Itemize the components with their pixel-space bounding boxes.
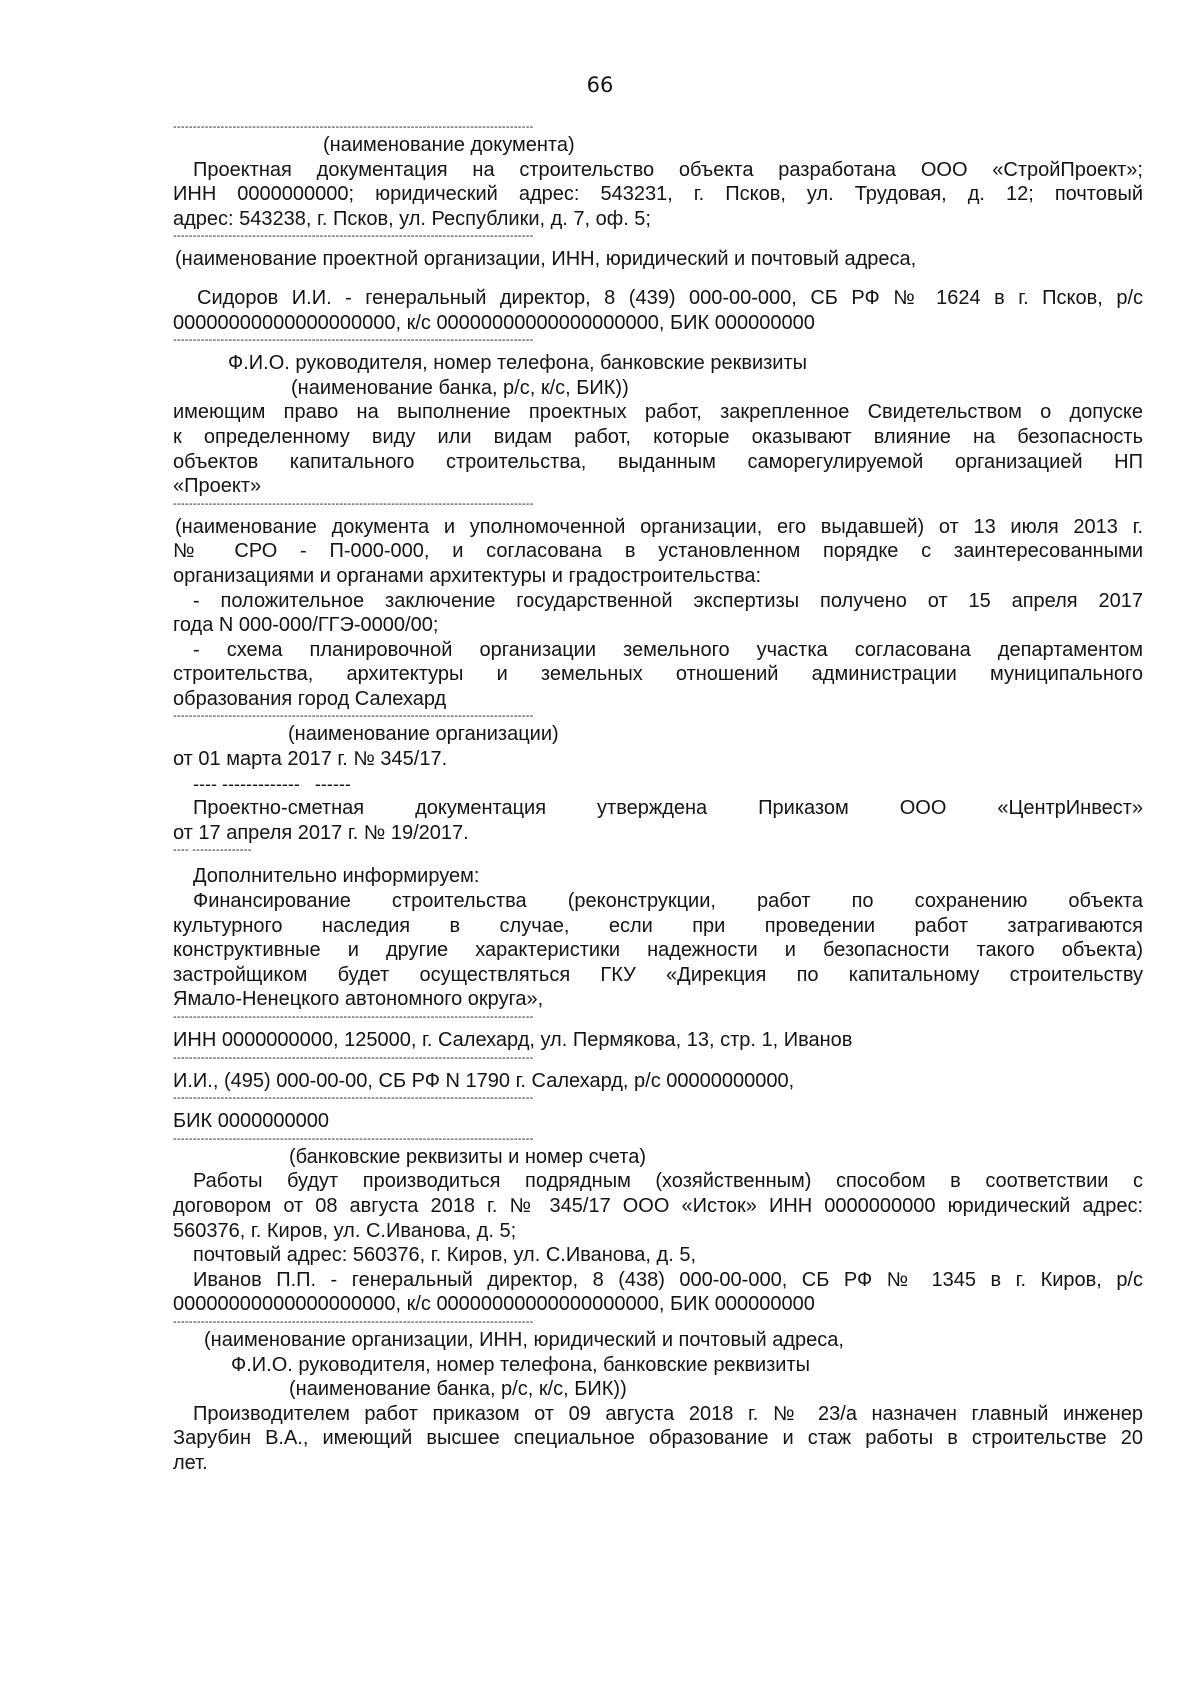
text-line: Работы будут производиться подрядным (хозяйственным) способом в соответствии с xyxy=(193,1170,1143,1193)
caption-bank: (наименование банка, р/с, к/с, БИК)) xyxy=(289,1378,627,1401)
text-line: культурного наследия в случае, если при проведении работ затрагиваются xyxy=(173,914,1143,937)
text-line: БИК 0000000000 xyxy=(173,1110,329,1133)
caption-bank-details: (банковские реквизиты и номер счета) xyxy=(289,1145,646,1168)
caption-organization-name: (наименование организации) xyxy=(288,723,559,746)
list-item: - положительное заключение государственной экспертизы получено от 15 апреля 2017 xyxy=(193,589,1143,612)
text-line: к определенному виду или видам работ, которые оказывают влияние на безопасность xyxy=(173,425,1143,448)
text-line: от 01 марта 2017 г. № 345/17. xyxy=(173,748,448,771)
text-line: Ямало-Ненецкого автономного округа», xyxy=(173,988,544,1011)
text-line: Иванов П.П. - генеральный директор, 8 (438) 000-00-000, СБ РФ № 1345 в г. Киров, р/с xyxy=(193,1268,1143,1291)
separator-line: ------------------------------------------------------------------------------------------- xyxy=(173,1093,534,1105)
text-line: образования город Салехард xyxy=(173,687,447,710)
separator-line: ------------------------------------------------------------------------------------------- xyxy=(173,1133,534,1145)
text-line: договором от 08 августа 2018 г. № 345/17 ООО «Исток» ИНН 0000000000 юридический адрес: xyxy=(173,1194,1143,1217)
text-line: застройщиком будет осуществляться ГКУ «Дирекция по капитальному строительству xyxy=(173,963,1143,986)
caption-design-organization: (наименование проектной организации, ИНН, юридический и почтовый адреса, xyxy=(175,248,917,271)
text-line: ИНН 0000000000, 125000, г. Салехард, ул. Пермякова, 13, стр. 1, Иванов xyxy=(173,1029,853,1051)
text-line: № СРО - П-000-000, и согласована в установленном порядке с заинтересованными xyxy=(173,540,1143,563)
caption-contractor: (наименование организации, ИНН, юридический и почтовый адреса, xyxy=(204,1328,844,1351)
page-number: 66 xyxy=(586,73,614,97)
separator-line: ------------------------------------------------------------------------------------------- xyxy=(173,711,534,723)
text-line: от 17 апреля 2017 г. № 19/2017. xyxy=(173,821,469,844)
text-line: ИНН 0000000000; юридический адрес: 543231, г. Псков, ул. Трудовая, д. 12; почтовый xyxy=(173,183,1143,206)
text-line: Финансирование строительства (реконструкции, работ по сохранению объекта xyxy=(193,890,1143,913)
text-line: объектов капитального строительства, выданным саморегулируемой организацией НП xyxy=(173,450,1143,473)
text-line: 00000000000000000000, к/с 00000000000000000000, БИК 000000000 xyxy=(173,311,815,334)
text-line: строительства, архитектуры и земельных отношений администрации муниципального xyxy=(173,663,1143,686)
separator-line: ------------------------------------------------------------------------------------------- xyxy=(173,122,534,133)
short-dash-row: ---- ------------- ------ xyxy=(193,773,351,794)
text-line: адрес: 543238, г. Псков, ул. Республики, д. 7, оф. 5; xyxy=(173,207,651,230)
separator-line: ------------------------------------------------------------------------------------------- xyxy=(173,335,534,347)
separator-line: ------------------------------------------------------------------------------------------- xyxy=(173,231,534,243)
separator-line: ------------------------------------------------------------------------------------------- xyxy=(173,498,534,510)
text-line: Зарубин В.А., имеющий высшее специальное образование и стаж работы в строительстве 20 xyxy=(173,1427,1143,1450)
text-line: Проектно-сметная документация утверждена Приказом ООО «ЦентрИнвест» xyxy=(193,797,1143,820)
text-line: 00000000000000000000, к/с 00000000000000000000, БИК 000000000 xyxy=(173,1293,815,1316)
caption-director: Ф.И.О. руководителя, номер телефона, банковские реквизиты xyxy=(231,1353,810,1376)
text-line: И.И., (495) 000-00-00, СБ РФ N 1790 г. Салехард, р/с 00000000000, xyxy=(173,1069,795,1092)
list-item: - схема планировочной организации земельного участка согласована департаментом xyxy=(193,638,1143,661)
text-line: Проектная документация на строительство объекта разработана ООО «СтройПроект»; xyxy=(193,158,1143,181)
caption-document-name: (наименование документа) xyxy=(323,134,575,156)
caption-certificate: (наименование документа и уполномоченной организации, его выдавшей) от 13 июля 2013 г. xyxy=(175,515,1143,538)
separator-line: ------------------------------------------------------------------------------------------- xyxy=(173,1316,534,1328)
text-line: Сидоров И.И. - генеральный директор, 8 (439) 000-00-000, СБ РФ № 1624 в г. Псков, р/с xyxy=(197,286,1143,309)
text-line: конструктивные и другие характеристики надежности и безопасности такого объекта) xyxy=(173,939,1143,962)
separator-line: ------------------------------------------------------------------------------------------- xyxy=(173,1012,534,1023)
caption-bank: (наименование банка, р/с, к/с, БИК)) xyxy=(291,376,629,399)
text-line: лет. xyxy=(173,1451,208,1474)
text-line: «Проект» xyxy=(173,475,262,498)
document-body xyxy=(173,122,1143,1476)
text-line: года N 000-000/ГГЭ-0000/00; xyxy=(173,614,439,637)
text-line: Дополнительно информируем: xyxy=(193,865,480,888)
separator-line: ------------------------------------------------------------------------------------------- xyxy=(173,1052,534,1064)
text-line: Производителем работ приказом от 09 августа 2018 г. № 23/а назначен главный инженер xyxy=(193,1402,1143,1425)
separator-short: ---- --------------- xyxy=(173,845,252,857)
caption-director: Ф.И.О. руководителя, номер телефона, банковские реквизиты xyxy=(228,352,807,375)
text-line: имеющим право на выполнение проектных работ, закрепленное Свидетельством о допуске xyxy=(173,401,1143,424)
text-line: организациями и органами архитектуры и градостроительства: xyxy=(173,564,762,587)
text-line: почтовый адрес: 560376, г. Киров, ул. С.Иванова, д. 5, xyxy=(193,1244,697,1267)
text-line: 560376, г. Киров, ул. С.Иванова, д. 5; xyxy=(173,1219,517,1242)
